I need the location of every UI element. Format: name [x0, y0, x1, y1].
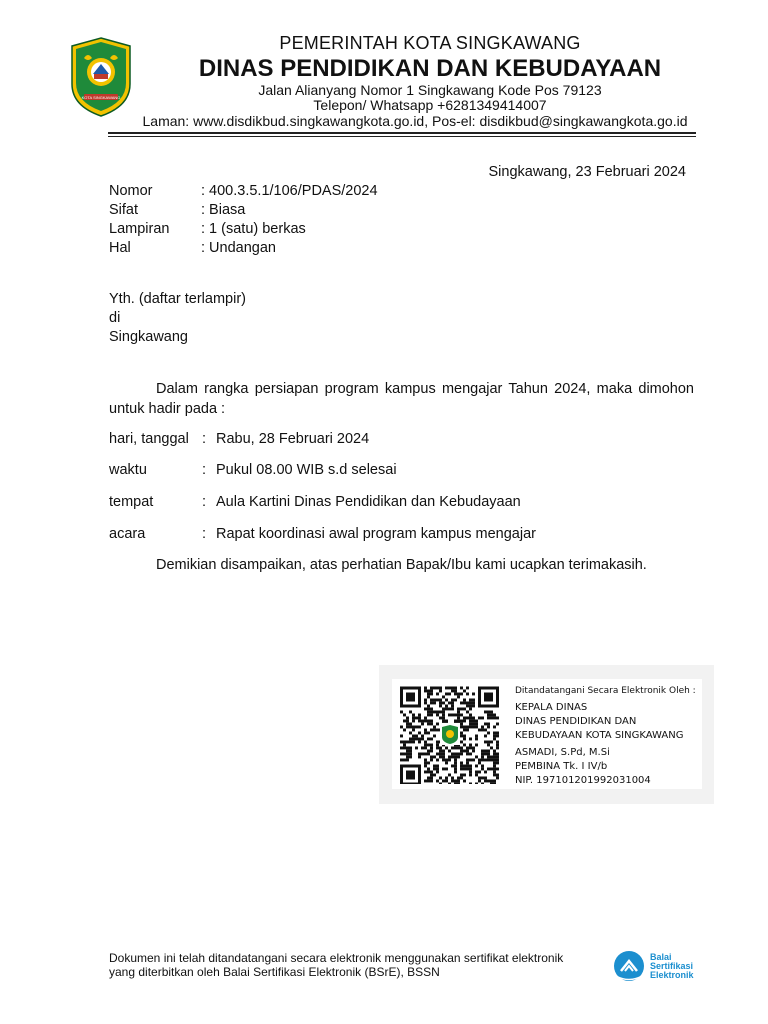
signer-rank: PEMBINA Tk. I IV/b	[515, 761, 608, 772]
office-phone: Telepon/ Whatsapp +6281349414007	[313, 97, 547, 113]
government-name: PEMERINTAH KOTA SINGKAWANG	[279, 33, 581, 53]
meta-label: Lampiran	[109, 221, 170, 237]
event-value: Rabu, 28 Februari 2024	[216, 431, 370, 447]
signer-name: ASMADI, S.Pd, M.Si	[515, 747, 610, 758]
letterhead-rule-thick	[108, 132, 696, 134]
office-address: Jalan Alianyang Nomor 1 Singkawang Kode Pos 79123	[258, 82, 602, 98]
event-label: hari, tanggal	[109, 431, 189, 447]
recipient-line: Yth. (daftar terlampir)	[109, 291, 246, 307]
event-value: Pukul 08.00 WIB s.d selesai	[216, 462, 397, 478]
meta-value: : Undangan	[201, 240, 276, 256]
closing-sentence: Demikian disampaikan, atas perhatian Bapak/Ibu kami ucapkan terimakasih.	[156, 557, 647, 573]
signature-header: Ditandatangani Secara Elektronik Oleh :	[515, 686, 696, 696]
bsre-text-line: Sertifikasi	[650, 961, 694, 971]
recipient-line: Singkawang	[109, 329, 188, 345]
event-label: waktu	[109, 462, 147, 478]
footer-line: Dokumen ini telah ditandatangani secara elektronik menggunakan sertifikat elektronik	[109, 951, 564, 965]
signer-nip: NIP. 197101201992031004	[515, 775, 651, 786]
bsre-logo	[612, 949, 702, 985]
bsre-text-line: Elektronik	[650, 970, 694, 980]
meta-value: : Biasa	[201, 202, 246, 218]
event-colon: :	[202, 494, 207, 510]
footer-line: yang diterbitkan oleh Balai Sertifikasi Elektronik (BSrE), BSSN	[109, 965, 440, 979]
footer-note	[109, 951, 563, 979]
svg-text:KOTA SINGKAWANG: KOTA SINGKAWANG	[81, 95, 121, 100]
qr-code-icon[interactable]	[399, 686, 501, 784]
city-emblem-logo	[68, 36, 134, 118]
meta-value: : 400.3.5.1/106/PDAS/2024	[201, 183, 378, 199]
signature-department: KEBUDAYAAN KOTA SINGKAWANG	[515, 730, 684, 741]
signature-department: DINAS PENDIDIKAN DAN	[515, 716, 637, 727]
bsre-emblem-icon	[612, 949, 646, 983]
signature-position: KEPALA DINAS	[515, 702, 588, 713]
event-value: Rapat koordinasi awal program kampus mengajar	[216, 526, 536, 542]
bsre-text-line: Balai	[650, 952, 672, 962]
letterhead-rule-thin	[108, 136, 696, 137]
event-colon: :	[202, 462, 207, 478]
event-colon: :	[202, 431, 207, 447]
meta-label: Hal	[109, 240, 131, 256]
office-name: DINAS PENDIDIKAN DAN KEBUDAYAAN	[198, 55, 662, 82]
event-colon: :	[202, 526, 207, 542]
meta-value: : 1 (satu) berkas	[201, 221, 306, 237]
meta-label: Sifat	[109, 202, 139, 218]
event-label: tempat	[109, 494, 154, 510]
meta-label: Nomor	[109, 183, 153, 199]
event-value: Aula Kartini Dinas Pendidikan dan Kebudayaan	[216, 494, 521, 510]
event-label: acara	[109, 526, 146, 542]
intro-paragraph: Dalam rangka persiapan program kampus mengajar Tahun 2024, maka dimohon untuk hadir pada :	[109, 381, 694, 417]
office-web-email: Laman: www.disdikbud.singkawangkota.go.id, Pos-el: disdikbud@singkawangkota.go.id	[142, 113, 688, 129]
recipient-line: di	[109, 310, 121, 326]
letter-date: Singkawang, 23 Februari 2024	[488, 164, 686, 180]
